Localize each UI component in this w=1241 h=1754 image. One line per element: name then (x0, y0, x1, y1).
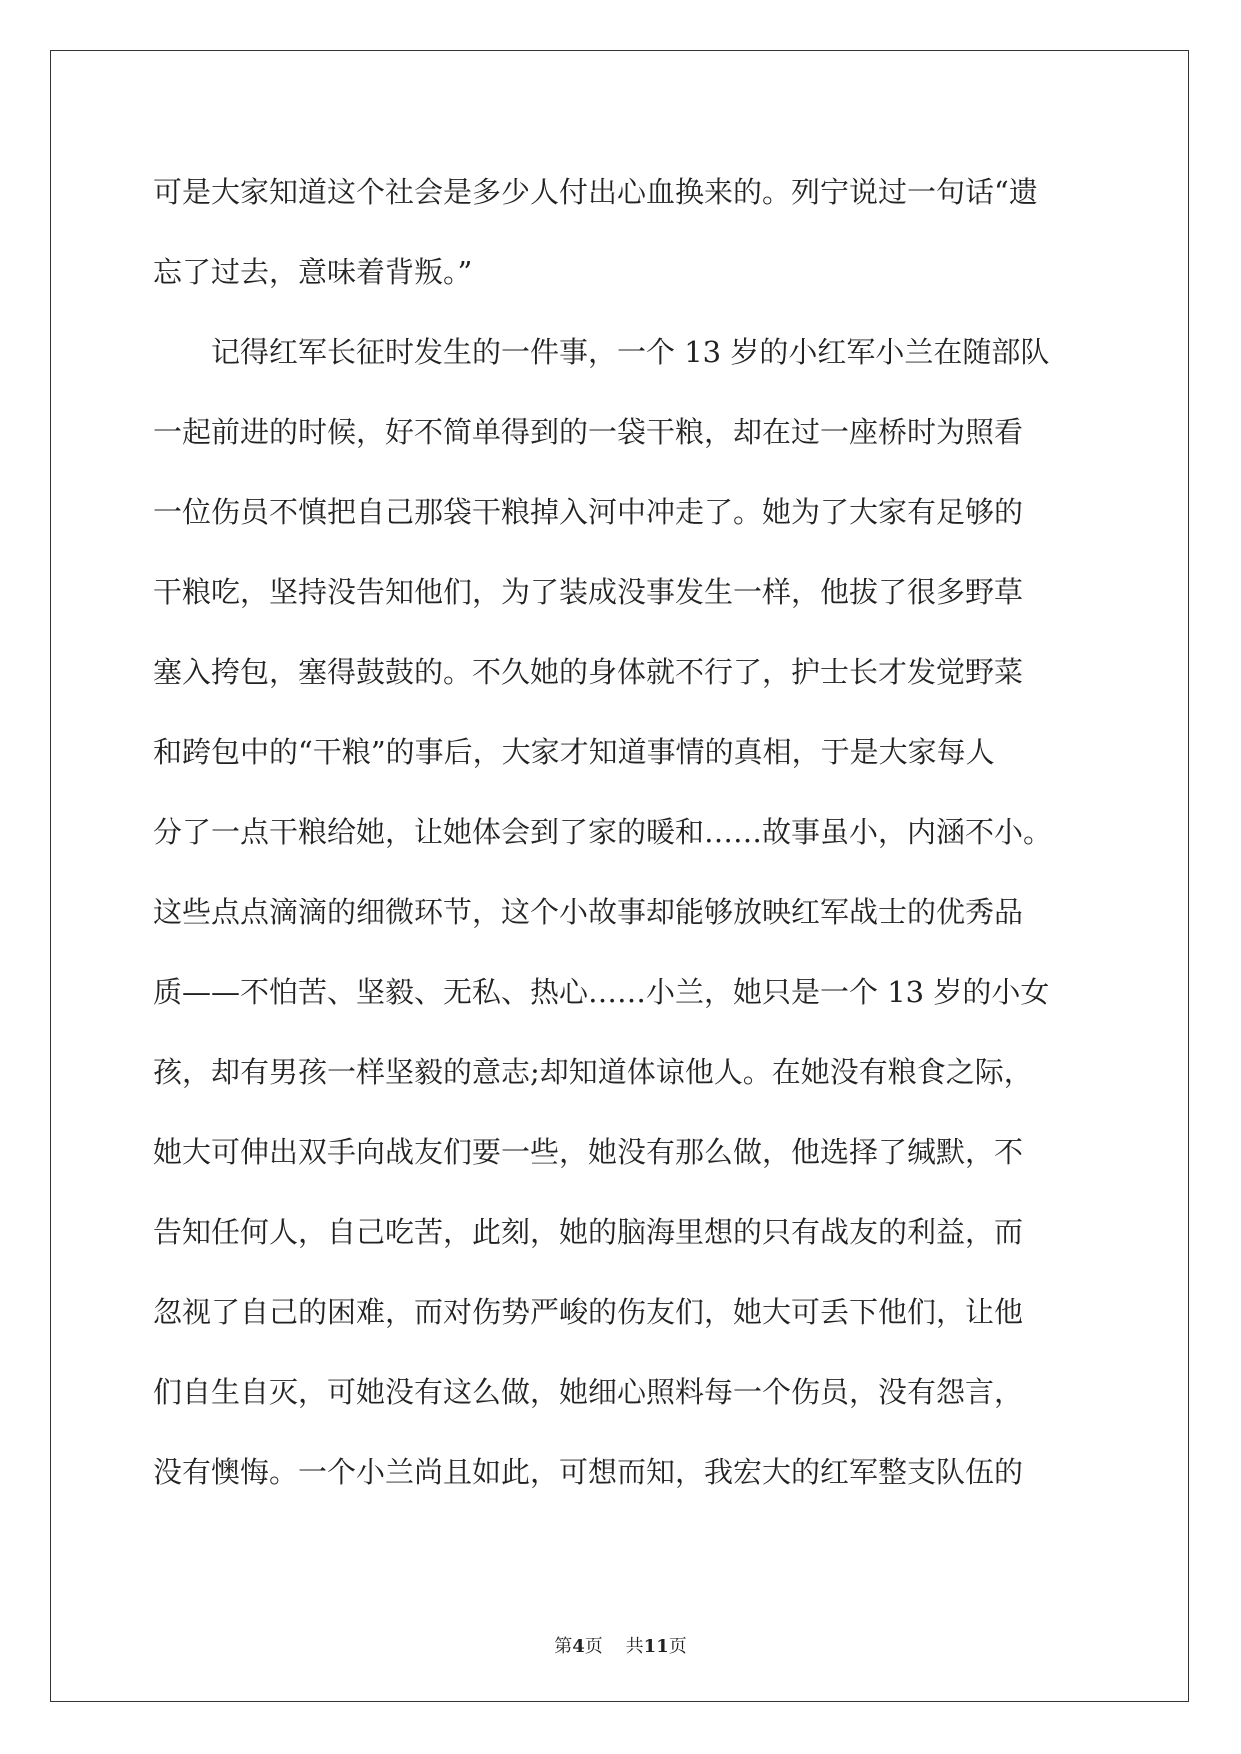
text-line: 一位伤员不慎把自己那袋干粮掉入河中冲走了。她为了大家有足够的 (153, 495, 1024, 529)
text-line: 她大可伸出双手向战友们要一些，她没有那么做，他选择了缄默，不 (153, 1135, 1024, 1169)
text-line: 没有懊悔。一个小兰尚且如此，可想而知，我宏大的红军整支队伍的 (153, 1455, 1024, 1489)
page-suffix: 页 (584, 1636, 603, 1657)
text-line: 记得红军长征时发生的一件事，一个 13 岁的小红军小兰在随部队 (153, 335, 1050, 369)
text-line: 告知任何人，自己吃苦，此刻，她的脑海里想的只有战友的利益，而 (153, 1215, 1024, 1249)
text-line: 和跨包中的“干粮”的事后，大家才知道事情的真相，于是大家每人 (153, 735, 995, 769)
text-line: 塞入挎包，塞得鼓鼓的。不久她的身体就不行了，护士长才发觉野菜 (153, 655, 1024, 689)
text-line: 干粮吃，坚持没告知他们，为了装成没事发生一样，他拔了很多野草 (153, 575, 1024, 609)
paragraph-1 (153, 162, 1088, 322)
text-line: 可是大家知道这个社会是多少人付出心血换来的。列宁说过一句话“遗 (153, 175, 1038, 209)
page-prefix: 第 (554, 1636, 573, 1657)
text-line: 分了一点干粮给她，让她体会到了家的暖和……故事虽小，内涵不小。 (153, 815, 1053, 849)
paragraph-2 (153, 322, 1088, 1522)
total-suffix: 页 (668, 1636, 687, 1657)
text-line: 忘了过去，意味着背叛。” (153, 255, 473, 289)
text-line: 忽视了自己的困难，而对伤势严峻的伤友们，她大可丢下他们，让他 (153, 1295, 1024, 1329)
total-pages: 11 (643, 1636, 669, 1657)
text-line: 质——不怕苦、坚毅、无私、热心……小兰，她只是一个 13 岁的小女 (153, 975, 1050, 1009)
page-footer (0, 1632, 1241, 1658)
text-line: 一起前进的时候，好不简单得到的一袋干粮，却在过一座桥时为照看 (153, 415, 1024, 449)
text-line: 孩，却有男孩一样坚毅的意志;却知道体谅他人。在她没有粮食之际， (153, 1055, 1033, 1089)
document-body (153, 162, 1088, 1522)
total-prefix: 共 (625, 1636, 644, 1657)
page-number: 4 (572, 1636, 585, 1657)
text-line: 这些点点滴滴的细微环节，这个小故事却能够放映红军战士的优秀品 (153, 895, 1024, 929)
text-line: 们自生自灭，可她没有这么做，她细心照料每一个伤员，没有怨言， (153, 1375, 1024, 1409)
